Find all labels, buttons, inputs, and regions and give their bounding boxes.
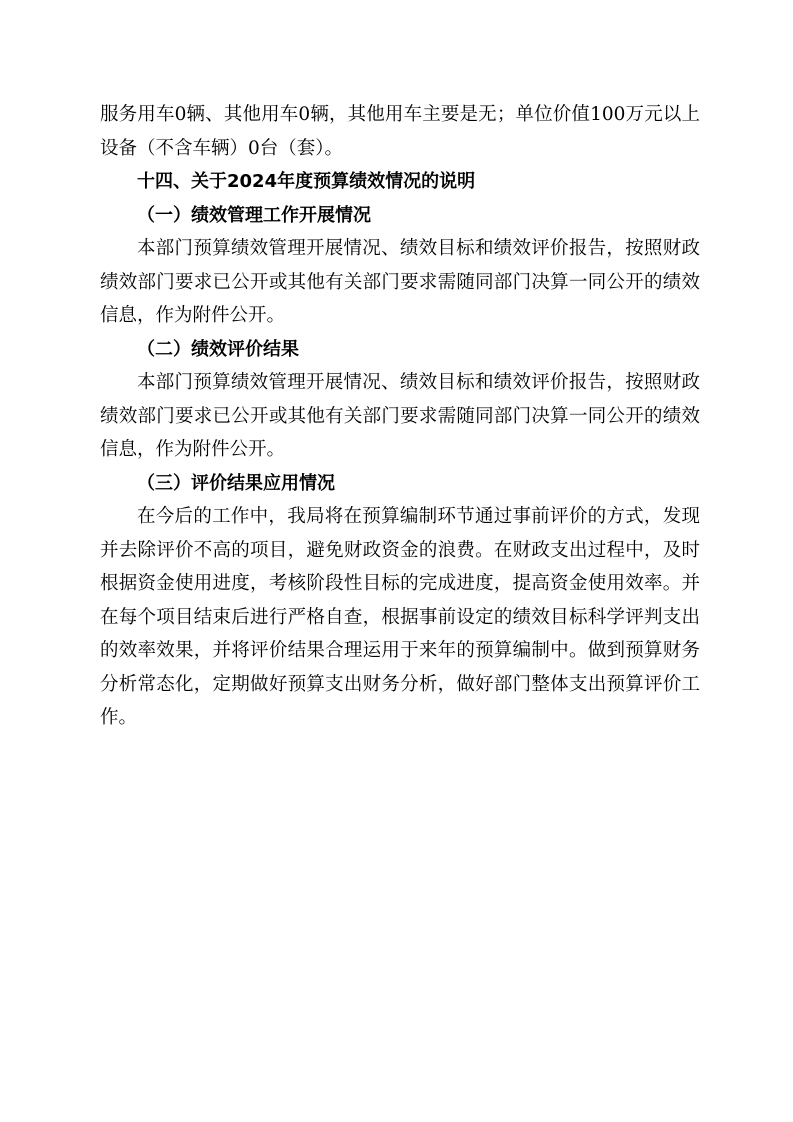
subsection-paragraph-results-application: 在今后的工作中，我局将在预算编制环节通过事前评价的方式，发现并去除评价不高的项目，避免财政资金的浪费。在财政支出过程中，及时根据资金使用进度，考核阶段性目标的完成进度，提高资金使用效率。并在每个项目结束后进行严格自查，根据事前设定的绩效目标科学评判支出的效率效果，并将评价结果合理运用于来年的预算编制中。做到预算财务分析常态化，定期做好预算支出财务分析，做好部门整体支出预算评价工作。 <box>100 506 700 728</box>
section-heading: 十四、关于2024年度预算绩效情况的说明 <box>137 171 476 192</box>
subsection-paragraph-performance-management: 本部门预算绩效管理开展情况、绩效目标和绩效评价报告，按照财政绩效部门要求已公开或其他有关部门要求需随同部门决算一同公开的绩效信息，作为附件公开。 <box>100 238 700 326</box>
document-page <box>100 98 700 735</box>
intro-paragraph: 服务用车0辆、其他用车0辆，其他用车主要是无；单位价值100万元以上设备（不含车辆）0台（套）。 <box>100 104 700 159</box>
subsection-paragraph-evaluation-results: 本部门预算绩效管理开展情况、绩效目标和绩效评价报告，按照财政绩效部门要求已公开或其他有关部门要求需随同部门决算一同公开的绩效信息，作为附件公开。 <box>100 372 700 460</box>
subsection-heading-results-application: （三）评价结果应用情况 <box>137 472 335 494</box>
subsection-heading-performance-management: （一）绩效管理工作开展情况 <box>137 204 371 226</box>
subsection-heading-evaluation-results: （二）绩效评价结果 <box>137 338 299 360</box>
